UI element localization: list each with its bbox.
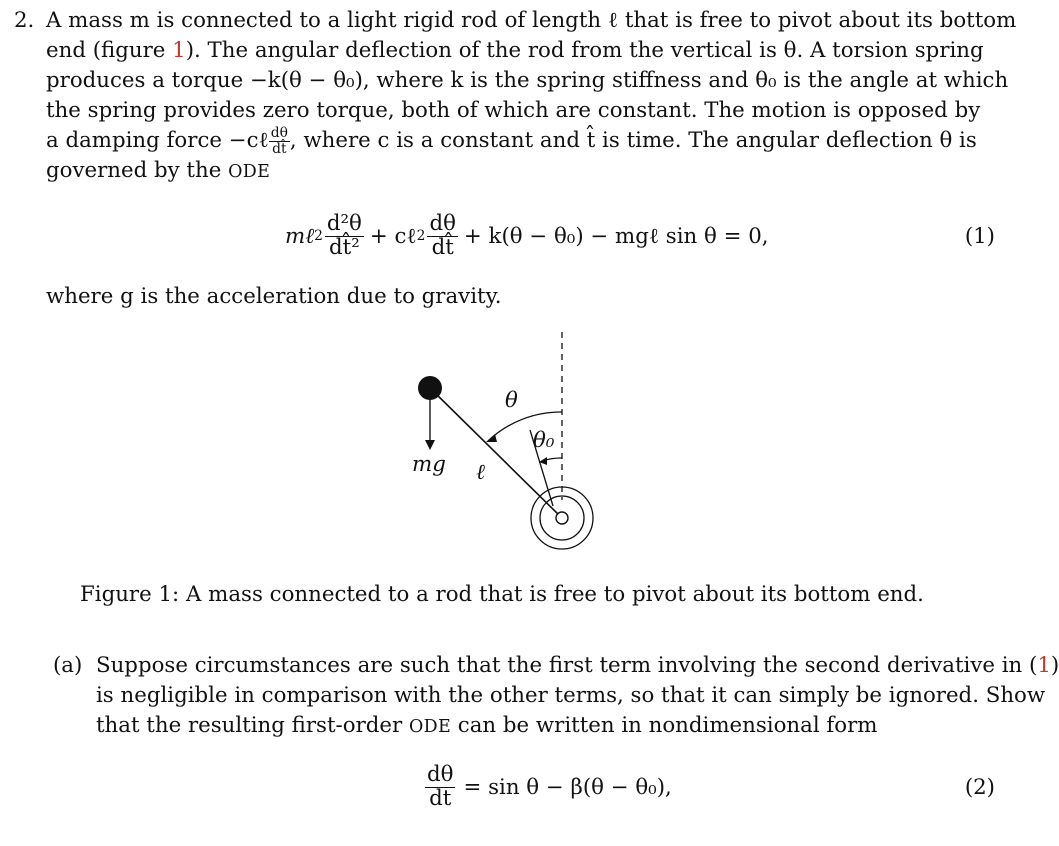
equation-2: $\frac{d\theta}{dt}$ = sin θ − β(θ − θ₀),	[427, 762, 672, 811]
part-a-line-2: is negligible in comparison with the other terms, so that it can simply be ignored. Show	[96, 683, 1046, 708]
eq2-fraction: $\frac{d\theta}{dt}$	[427, 762, 454, 811]
eq1-fraction-1: $\frac{\text{d²θ}}{\text{dt̂²}}$	[326, 211, 362, 260]
part-a-label: (a)	[53, 653, 83, 678]
equation-1-number: (1)	[964, 224, 995, 249]
problem-line-1: A mass m is connected to a light rigid rod of length ℓ that is free to pivot about its bottom	[46, 8, 1017, 33]
problem-line-5: a damping force −cℓ $\frac{d\theta}{dt̂}$ , where c is a constant and t̂ is time. The angular deflection θ is	[46, 125, 977, 157]
equation-ref-link[interactable]: 1	[1037, 653, 1051, 678]
problem-line-2: end (figure 1). The angular deflection of the rod from the vertical is θ. A torsion spring	[46, 38, 984, 63]
rod	[430, 388, 562, 518]
mass-ball	[418, 376, 442, 400]
label-ell: ℓ	[476, 460, 485, 485]
label-theta: θ	[505, 388, 518, 413]
problem-line-4: the spring provides zero torque, both of which are constant. The motion is opposed by	[46, 98, 981, 123]
part-a-line-3: that the resulting first-order ODE can be written in nondimensional form	[96, 713, 878, 738]
problem-line-6: governed by the ODE	[46, 158, 271, 183]
pivot	[556, 512, 568, 524]
equation-1: mℓ 2 $\frac{\text{d²θ}}{\text{dt̂²}}$ + cℓ 2 $\frac{d\theta}{dt̂}$ + k(θ − θ₀) − mgℓ sin θ = 0,	[285, 211, 769, 260]
problem-number: 2.	[14, 8, 35, 33]
inline-derivative: $\frac{d\theta}{dt̂}$	[270, 125, 288, 157]
figure-ref-link[interactable]: 1	[172, 38, 186, 63]
part-a-line-1: Suppose circumstances are such that the first term involving the second derivative in (1)	[96, 653, 1059, 678]
label-mg: mg	[412, 452, 446, 477]
gravity-arrowhead	[425, 440, 435, 450]
after-equation-text: where g is the acceleration due to gravity.	[46, 284, 502, 309]
equation-2-number: (2)	[964, 775, 995, 800]
problem-line-3: produces a torque −k(θ − θ₀), where k is the spring stiffness and θ₀ is the angle at which	[46, 68, 1009, 93]
label-theta0: θ₀	[533, 428, 555, 453]
figure-caption: Figure 1: A mass connected to a rod that is free to pivot about its bottom end.	[80, 582, 924, 607]
eq1-fraction-2: $\frac{d\theta}{dt̂}$	[429, 211, 456, 260]
